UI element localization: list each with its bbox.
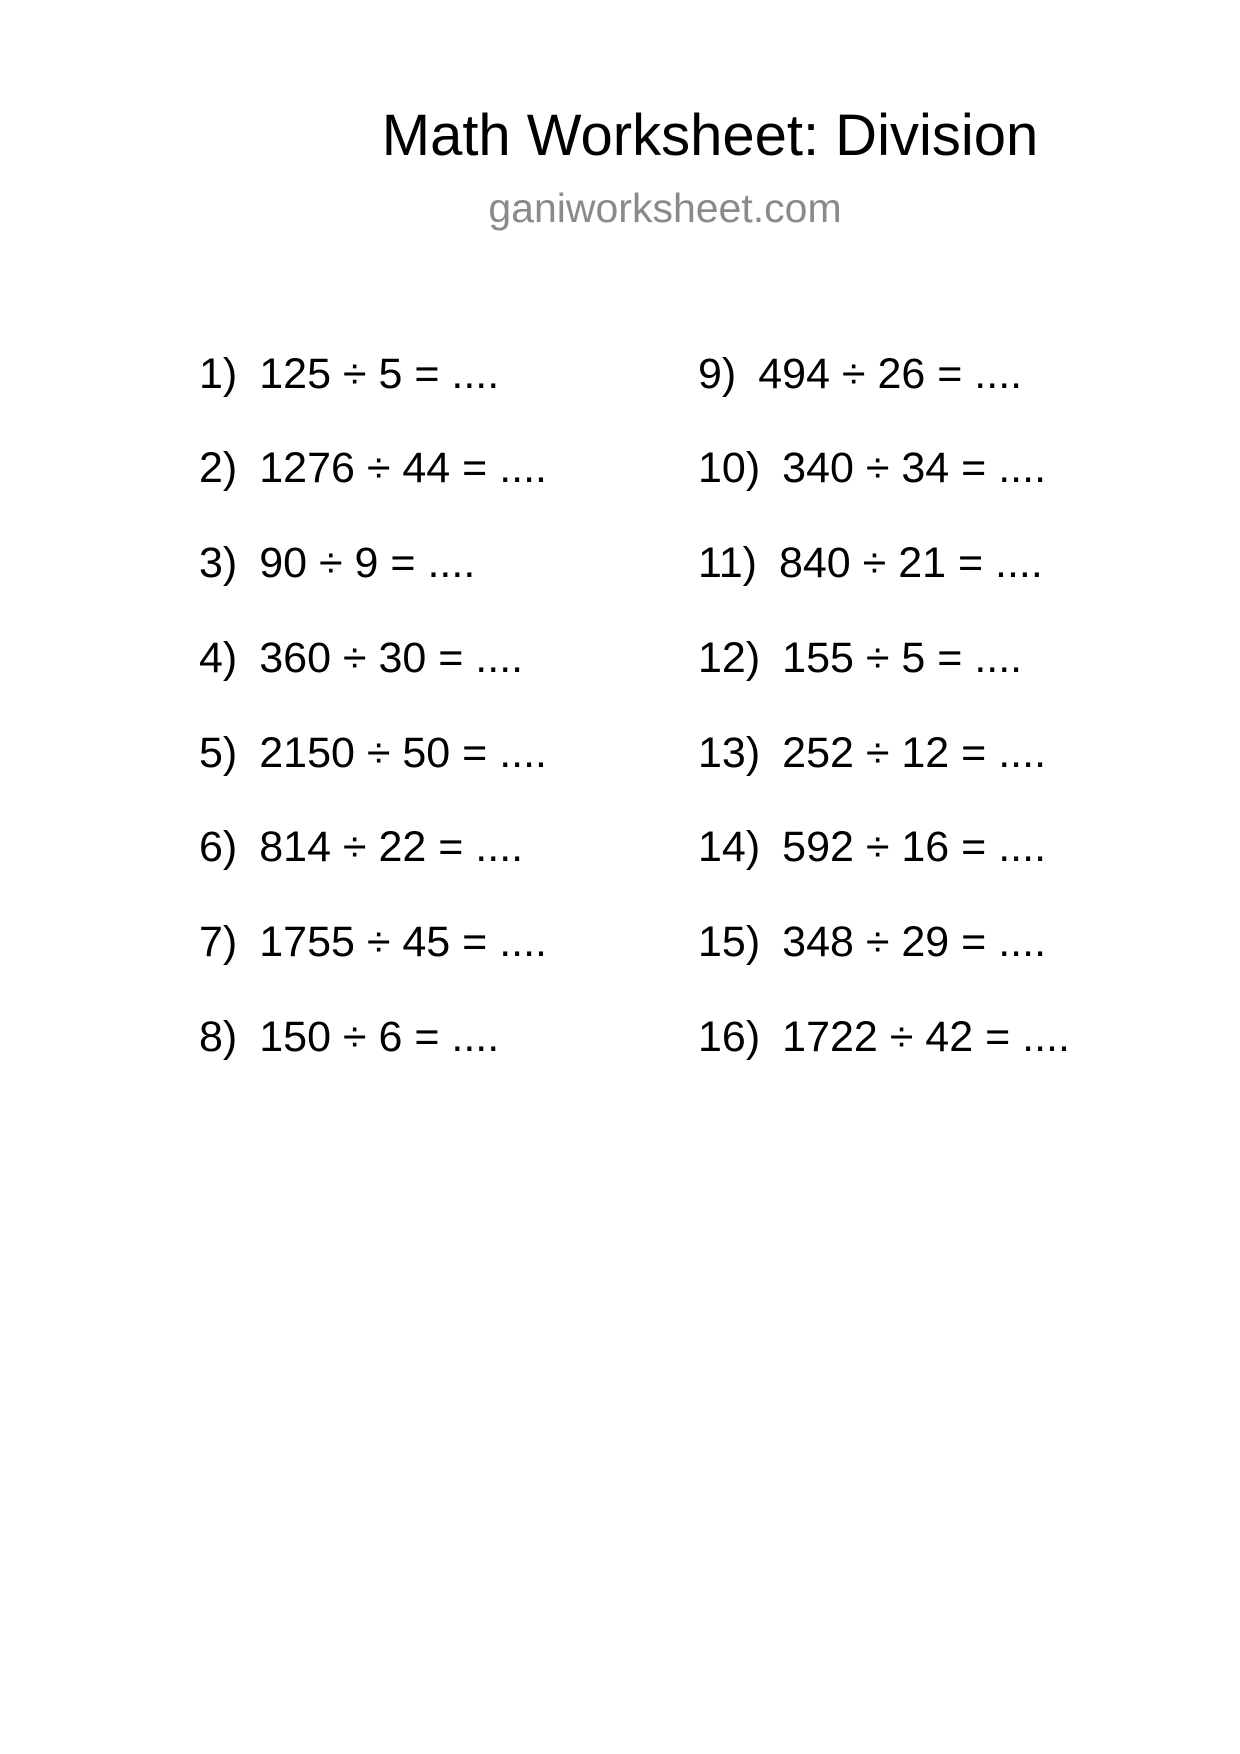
problem-number: 5) [199,729,238,777]
problem-expression: 360 ÷ 30 = .... [259,634,524,682]
problem-5 [199,725,547,781]
problem-expression: 494 ÷ 26 = .... [758,350,1023,398]
problem-15 [698,914,1046,970]
problem-expression: 150 ÷ 6 = .... [259,1013,500,1061]
problem-number: 7) [199,918,238,966]
problem-expression: 348 ÷ 29 = .... [782,918,1047,966]
problem-14 [698,819,1046,875]
problem-3 [199,535,475,591]
problem-16 [698,1009,1070,1065]
problem-number: 4) [199,634,238,682]
problem-number: 2) [199,444,238,492]
problem-expression: 1722 ÷ 42 = .... [782,1013,1070,1061]
problem-expression: 1276 ÷ 44 = .... [259,444,548,492]
page-title: Math Worksheet: Division [381,103,1039,168]
problem-number: 6) [199,823,238,871]
problem-expression: 814 ÷ 22 = .... [259,823,524,871]
problem-expression: 1755 ÷ 45 = .... [259,918,548,966]
problem-expression: 155 ÷ 5 = .... [782,634,1023,682]
problem-number: 12) [698,634,761,682]
problem-12 [698,630,1022,686]
problem-number: 3) [199,539,238,587]
problem-2 [199,440,547,496]
problem-4 [199,630,523,686]
problem-11 [698,535,1043,591]
problem-1 [199,346,499,402]
problem-expression: 252 ÷ 12 = .... [782,729,1047,777]
problem-expression: 340 ÷ 34 = .... [782,444,1047,492]
problem-13 [698,725,1046,781]
problem-10 [698,440,1046,496]
problem-number: 16) [698,1013,761,1061]
problem-number: 14) [698,823,761,871]
problem-number: 15) [698,918,761,966]
problem-number: 1) [199,350,238,398]
problem-expression: 592 ÷ 16 = .... [782,823,1047,871]
problem-8 [199,1009,499,1065]
problem-expression: 2150 ÷ 50 = .... [259,729,548,777]
problem-number: 13) [698,729,761,777]
problem-expression: 125 ÷ 5 = .... [259,350,500,398]
problem-number: 11) [698,539,757,587]
problem-expression: 90 ÷ 9 = .... [259,539,476,587]
problem-9 [698,346,1022,402]
problem-number: 8) [199,1013,238,1061]
page-subtitle: ganiworksheet.com [488,185,842,231]
problem-7 [199,914,547,970]
problem-6 [199,819,523,875]
problem-expression: 840 ÷ 21 = .... [778,539,1043,587]
problem-number: 10) [698,444,761,492]
problem-number: 9) [698,350,737,398]
